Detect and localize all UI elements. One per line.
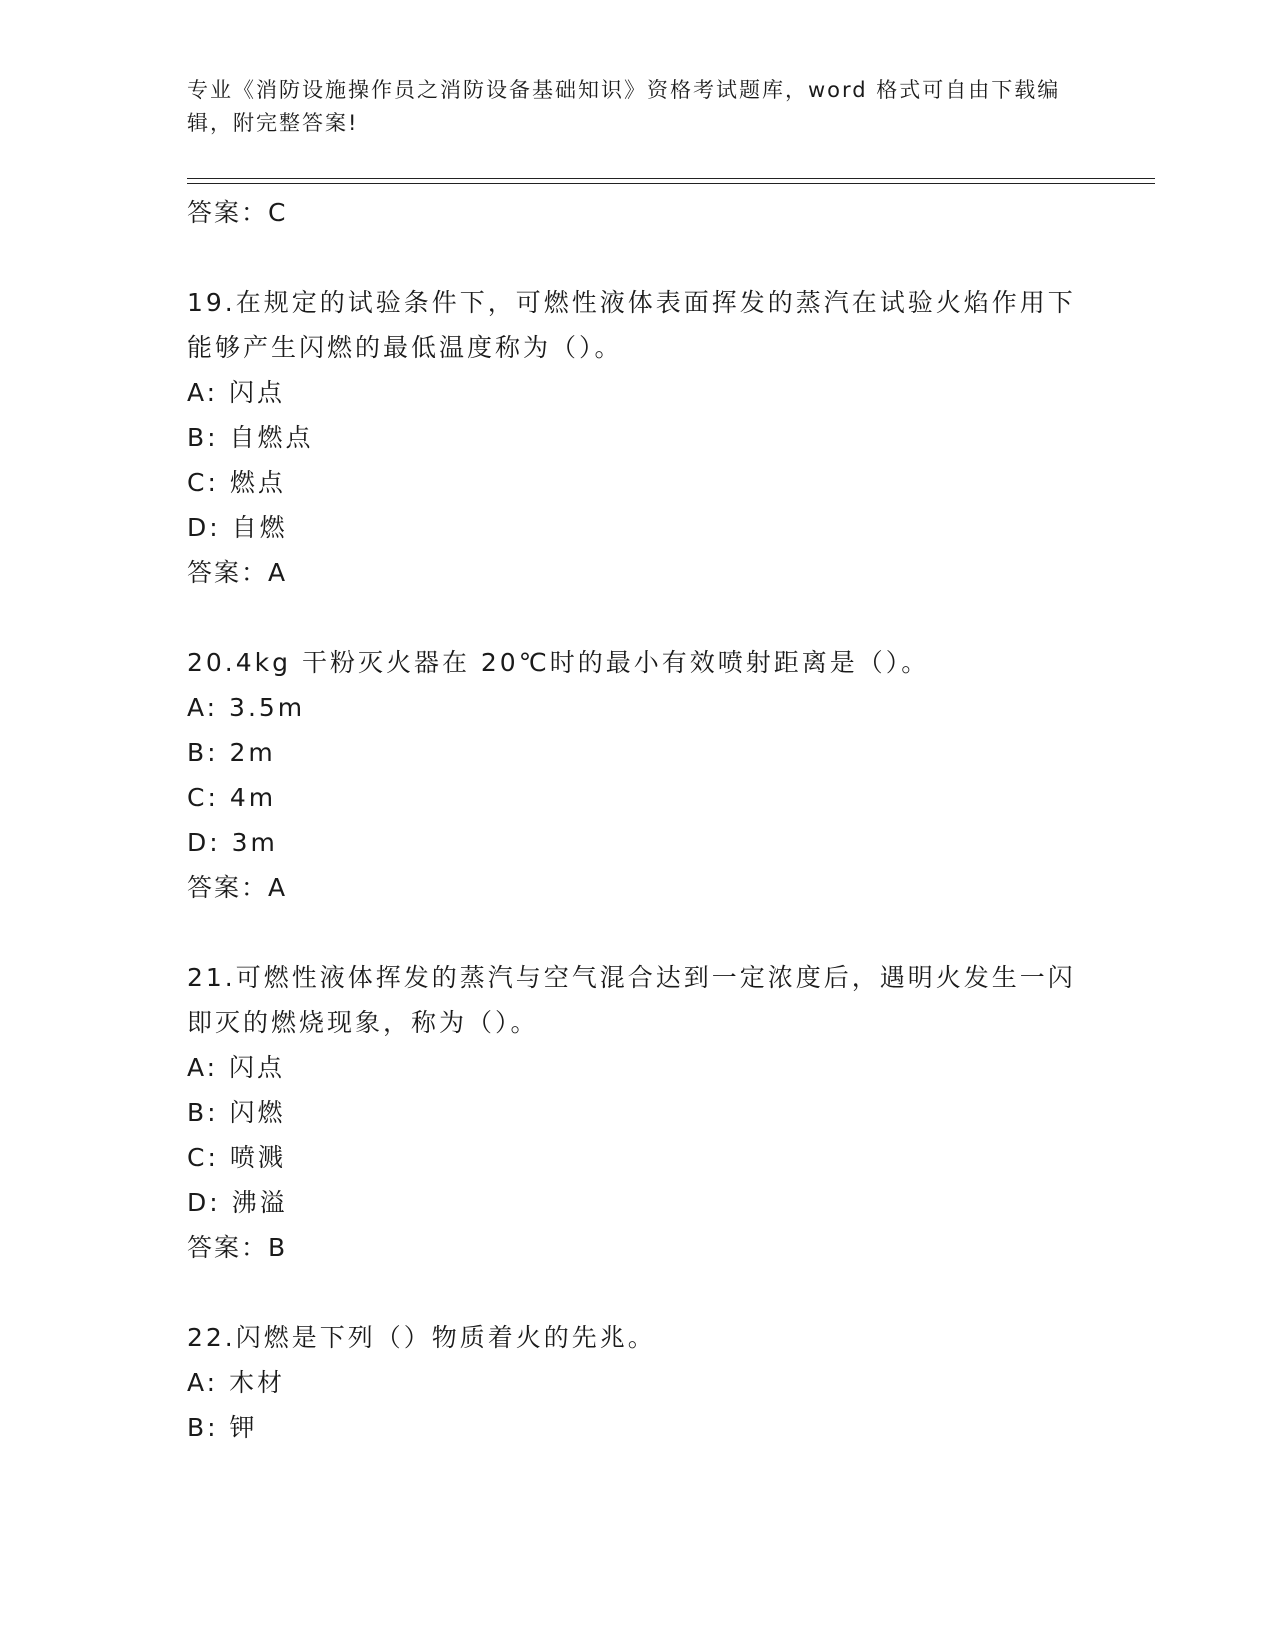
option-b: B: 2m bbox=[187, 738, 276, 767]
question-stem: 19.在规定的试验条件下，可燃性液体表面挥发的蒸汽在试验火焰作用下能够产生闪燃的最低温度称为（）。 bbox=[187, 288, 1076, 362]
option-b: B: 钾 bbox=[187, 1413, 258, 1442]
option-c: C: 燃点 bbox=[187, 468, 286, 497]
answer-line: 答案：C bbox=[187, 198, 288, 227]
option-a: A: 闪点 bbox=[187, 1053, 286, 1082]
question-stem: 20.4kg 干粉灭火器在 20℃时的最小有效喷射距离是（）。 bbox=[187, 648, 930, 677]
option-b: B: 自燃点 bbox=[187, 423, 314, 452]
option-a: A: 闪点 bbox=[187, 378, 286, 407]
question-block bbox=[187, 280, 1087, 596]
option-d: D: 3m bbox=[187, 828, 278, 857]
question-stem: 22.闪燃是下列（）物质着火的先兆。 bbox=[187, 1323, 656, 1352]
answer-line: 答案：B bbox=[187, 1233, 288, 1262]
header-divider-top bbox=[187, 178, 1155, 179]
option-c: C: 4m bbox=[187, 783, 277, 812]
answer-line: 答案：A bbox=[187, 873, 288, 902]
option-c: C: 喷溅 bbox=[187, 1143, 286, 1172]
option-d: D: 自燃 bbox=[187, 513, 288, 542]
option-a: A: 木材 bbox=[187, 1368, 286, 1397]
option-b: B: 闪燃 bbox=[187, 1098, 286, 1127]
document-header: 专业《消防设施操作员之消防设备基础知识》资格考试题库，word 格式可自由下载编辑，附完整答案! bbox=[187, 78, 1061, 135]
header-divider-bottom bbox=[187, 183, 1155, 184]
question-stem: 21.可燃性液体挥发的蒸汽与空气混合达到一定浓度后，遇明火发生一闪即灭的燃烧现象，称为（）。 bbox=[187, 963, 1076, 1037]
option-a: A: 3.5m bbox=[187, 693, 306, 722]
answer-line: 答案：A bbox=[187, 558, 288, 587]
option-d: D: 沸溢 bbox=[187, 1188, 288, 1217]
question-block bbox=[187, 1315, 1087, 1450]
question-block bbox=[187, 955, 1087, 1271]
question-block bbox=[187, 640, 1087, 911]
question-list bbox=[187, 190, 1087, 1450]
